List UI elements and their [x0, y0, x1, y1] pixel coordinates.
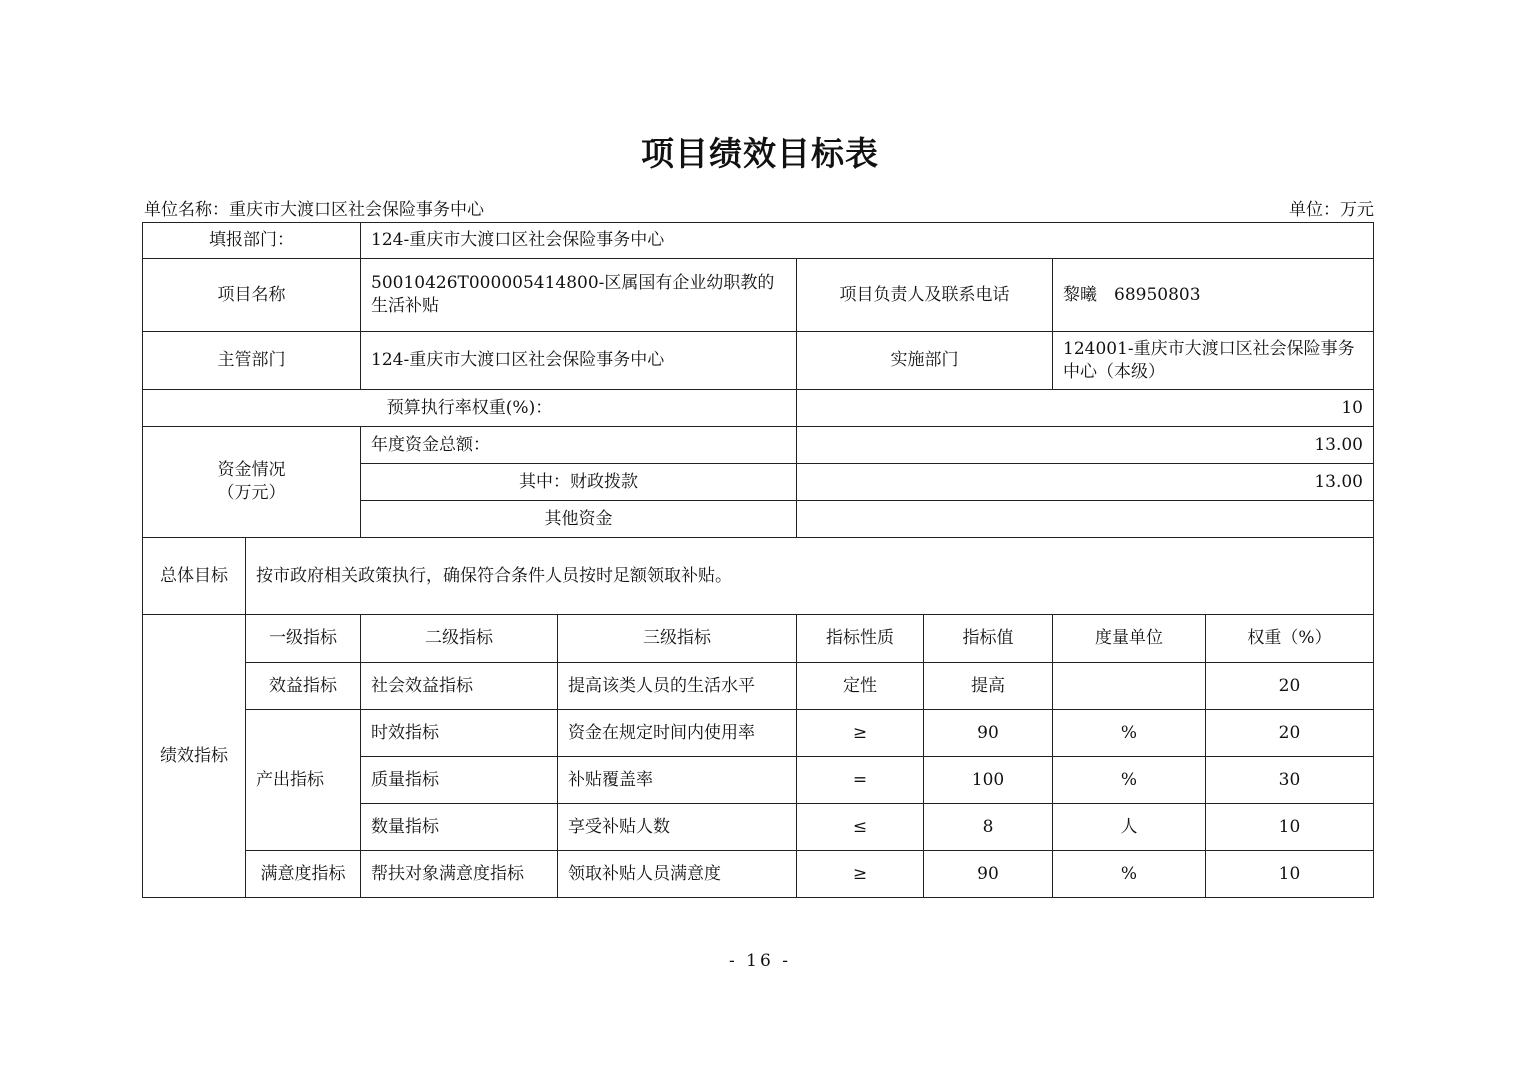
annual-total-value: 13.00 [797, 427, 1374, 464]
indicator-value: 8 [924, 804, 1053, 851]
indicator-value: 90 [924, 851, 1053, 898]
budget-weight-value: 10 [797, 390, 1374, 427]
fiscal-label: 其中：财政拨款 [361, 464, 797, 501]
indicator-value: 90 [924, 710, 1053, 757]
table-row [143, 259, 1374, 332]
indicator-level3: 领取补贴人员满意度 [558, 851, 797, 898]
unit-name: 单位名称：重庆市大渡口区社会保险事务中心 [144, 200, 484, 220]
table-row [143, 538, 1374, 615]
impl-dept-value: 124001-重庆市大渡口区社会保险事务中心（本级） [1053, 332, 1374, 390]
indicator-unit: % [1053, 851, 1206, 898]
header-weight: 权重（%） [1206, 615, 1374, 663]
indicator-level3: 享受补贴人数 [558, 804, 797, 851]
indicator-unit: 人 [1053, 804, 1206, 851]
fiscal-value: 13.00 [797, 464, 1374, 501]
indicator-weight: 20 [1206, 710, 1374, 757]
indicator-level1: 满意度指标 [246, 851, 361, 898]
supervisor-value: 124-重庆市大渡口区社会保险事务中心 [361, 332, 797, 390]
indicator-level2: 时效指标 [361, 710, 558, 757]
indicator-weight: 10 [1206, 804, 1374, 851]
indicator-nature: ≥ [797, 710, 924, 757]
contact-value: 黎曦 68950803 [1053, 259, 1374, 332]
impl-dept-label: 实施部门 [797, 332, 1053, 390]
table-header-row [143, 615, 1374, 663]
indicator-weight: 20 [1206, 663, 1374, 710]
indicator-nature: 定性 [797, 663, 924, 710]
indicator-level2: 社会效益指标 [361, 663, 558, 710]
header-level3: 三级指标 [558, 615, 797, 663]
indicator-level2: 帮扶对象满意度指标 [361, 851, 558, 898]
indicator-weight: 10 [1206, 851, 1374, 898]
contact-label: 项目负责人及联系电话 [797, 259, 1053, 332]
table-row [143, 851, 1374, 898]
indicator-level1: 效益指标 [246, 663, 361, 710]
indicator-nature: ≤ [797, 804, 924, 851]
table-row [143, 427, 1374, 464]
table-row [143, 710, 1374, 757]
funds-label-line1: 资金情况 [217, 460, 286, 480]
indicator-level2: 数量指标 [361, 804, 558, 851]
header-unit: 度量单位 [1053, 615, 1206, 663]
indicator-unit [1053, 663, 1206, 710]
other-funds-label: 其他资金 [361, 501, 797, 538]
project-name-value: 50010426T000005414800-区属国有企业幼职教的生活补贴 [361, 259, 797, 332]
indicator-nature: = [797, 757, 924, 804]
header-level1: 一级指标 [246, 615, 361, 663]
indicator-weight: 30 [1206, 757, 1374, 804]
funds-label [143, 427, 361, 538]
header-nature: 指标性质 [797, 615, 924, 663]
fill-dept-value: 124-重庆市大渡口区社会保险事务中心 [361, 223, 1374, 259]
page-number: - 16 - [729, 951, 791, 971]
indicator-level3: 补贴覆盖率 [558, 757, 797, 804]
table-row [143, 223, 1374, 259]
indicator-nature: ≥ [797, 851, 924, 898]
indicator-unit: % [1053, 710, 1206, 757]
indicator-level2: 质量指标 [361, 757, 558, 804]
indicator-level3: 资金在规定时间内使用率 [558, 710, 797, 757]
overall-goal-value: 按市政府相关政策执行，确保符合条件人员按时足额领取补贴。 [246, 538, 1374, 615]
indicator-level1: 产出指标 [246, 710, 361, 851]
table-row [143, 663, 1374, 710]
table-row [143, 390, 1374, 427]
budget-weight-label: 预算执行率权重(%)： [143, 390, 797, 427]
project-name-label: 项目名称 [143, 259, 361, 332]
other-funds-value [797, 501, 1374, 538]
indicator-level3: 提高该类人员的生活水平 [558, 663, 797, 710]
funds-label-line2: （万元） [217, 483, 286, 503]
header-level2: 二级指标 [361, 615, 558, 663]
unit-label: 单位：万元 [1289, 200, 1374, 220]
indicators-section-label: 绩效指标 [143, 615, 246, 898]
overall-goal-label: 总体目标 [143, 538, 246, 615]
page-title: 项目绩效目标表 [641, 134, 879, 173]
indicator-value: 提高 [924, 663, 1053, 710]
table-row [143, 332, 1374, 390]
supervisor-label: 主管部门 [143, 332, 361, 390]
indicator-value: 100 [924, 757, 1053, 804]
header-value: 指标值 [924, 615, 1053, 663]
performance-table [142, 222, 1374, 898]
indicator-unit: % [1053, 757, 1206, 804]
annual-total-label: 年度资金总额： [361, 427, 797, 464]
fill-dept-label: 填报部门： [143, 223, 361, 259]
